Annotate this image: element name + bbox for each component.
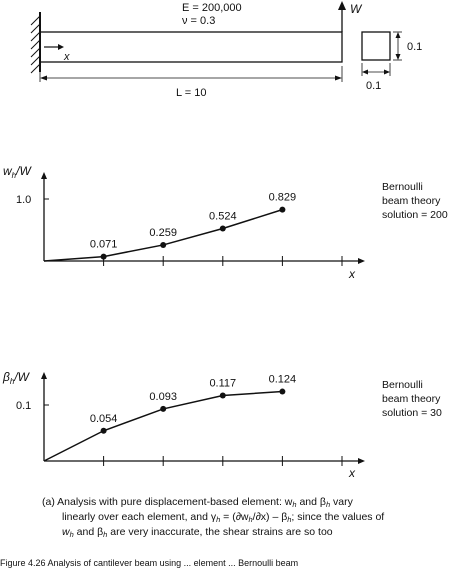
chart1-data-point: [279, 207, 285, 213]
width-label: 0.1: [366, 80, 382, 92]
length-label: L = 10: [176, 87, 207, 99]
chart1-x-axis-arrowhead: [358, 258, 365, 264]
chart2-point-label: 0.117: [209, 377, 237, 390]
chart2-x-label: x: [349, 466, 355, 480]
cropped-footer-text: Figure 4.26 Analysis of cantilever beam using ... element ... Bernoulli beam: [0, 558, 299, 568]
chart1-x-label: x: [349, 267, 355, 281]
beam-schematic: [31, 1, 422, 99]
height-dimension: [393, 32, 402, 60]
width-dimension: [362, 63, 390, 76]
chart1-data-point: [220, 226, 226, 232]
chart1-point-label: 0.259: [149, 226, 177, 239]
chart1-note-line2: beam theory: [382, 195, 441, 207]
chart1-ylabel: [3, 164, 32, 180]
svg-text:wh/W: [3, 164, 32, 180]
chart2-ylabel-main: β: [3, 370, 10, 384]
chart2-note-line1: Bernoulli: [382, 379, 423, 391]
chart1-ytick-label: 1.0: [16, 194, 32, 206]
x-axis-arrow: [44, 44, 64, 50]
chart2-point-label: 0.054: [89, 412, 118, 425]
chart2-point-label: 0.124: [268, 373, 297, 386]
chart1-note-line1: Bernoulli: [382, 181, 423, 193]
chart1-ylabel-suffix: /W: [16, 164, 31, 178]
youngs-modulus-label: E = 200,000: [182, 2, 242, 14]
height-label: 0.1: [407, 41, 423, 53]
chart2-note-line2: beam theory: [382, 393, 441, 405]
caption-line3: wh and βh are very inaccurate, the shear strains are so too: [62, 526, 333, 539]
chart2-y-axis-arrowhead: [41, 372, 47, 379]
svg-text:βh/W: [2, 370, 31, 386]
chart2-note-line3: solution = 30: [382, 407, 442, 419]
fixed-wall: [31, 12, 40, 73]
caption: [42, 496, 384, 539]
length-dimension: [40, 66, 342, 82]
chart2-data-point: [279, 389, 285, 395]
chart2-data-point: [220, 392, 226, 398]
chart2-ylabel-suffix: /W: [14, 370, 29, 384]
chart1-ylabel-sub: h: [11, 171, 17, 180]
chart2-data-point: [160, 406, 166, 412]
cross-section: [362, 32, 390, 60]
chart1-point-label: 0.829: [268, 191, 297, 204]
chart2-x-axis-arrowhead: [358, 458, 365, 464]
chart2-point-label: 0.093: [149, 390, 177, 403]
chart1-note-line3: solution = 200: [382, 209, 448, 221]
chart2-data-point: [101, 428, 107, 434]
chart1-data-point: [101, 254, 107, 260]
load-arrow: [338, 1, 346, 32]
caption-line1: (a) Analysis with pure displacement-based element: wh and βh vary: [42, 496, 353, 509]
chart1-data-point: [160, 242, 166, 248]
displacement-chart: [3, 164, 448, 281]
rotation-chart: [2, 370, 442, 480]
chart2-ylabel-sub: h: [9, 377, 15, 386]
beam-x-label: x: [64, 51, 70, 63]
beam-body: [40, 32, 342, 62]
caption-line2: linearly over each element, and γh = (∂wh/∂x) – βh; since the values of: [62, 511, 385, 524]
chart1-point-label: 0.071: [89, 238, 118, 251]
chart2-ytick-label: 0.1: [16, 400, 32, 412]
chart1-ylabel-main: w: [3, 164, 12, 178]
chart1-point-label: 0.524: [209, 210, 237, 223]
poisson-ratio-label: ν = 0.3: [182, 15, 216, 27]
chart1-y-axis-arrowhead: [41, 172, 47, 179]
chart2-ylabel: [2, 370, 31, 386]
load-label: W: [350, 2, 362, 16]
